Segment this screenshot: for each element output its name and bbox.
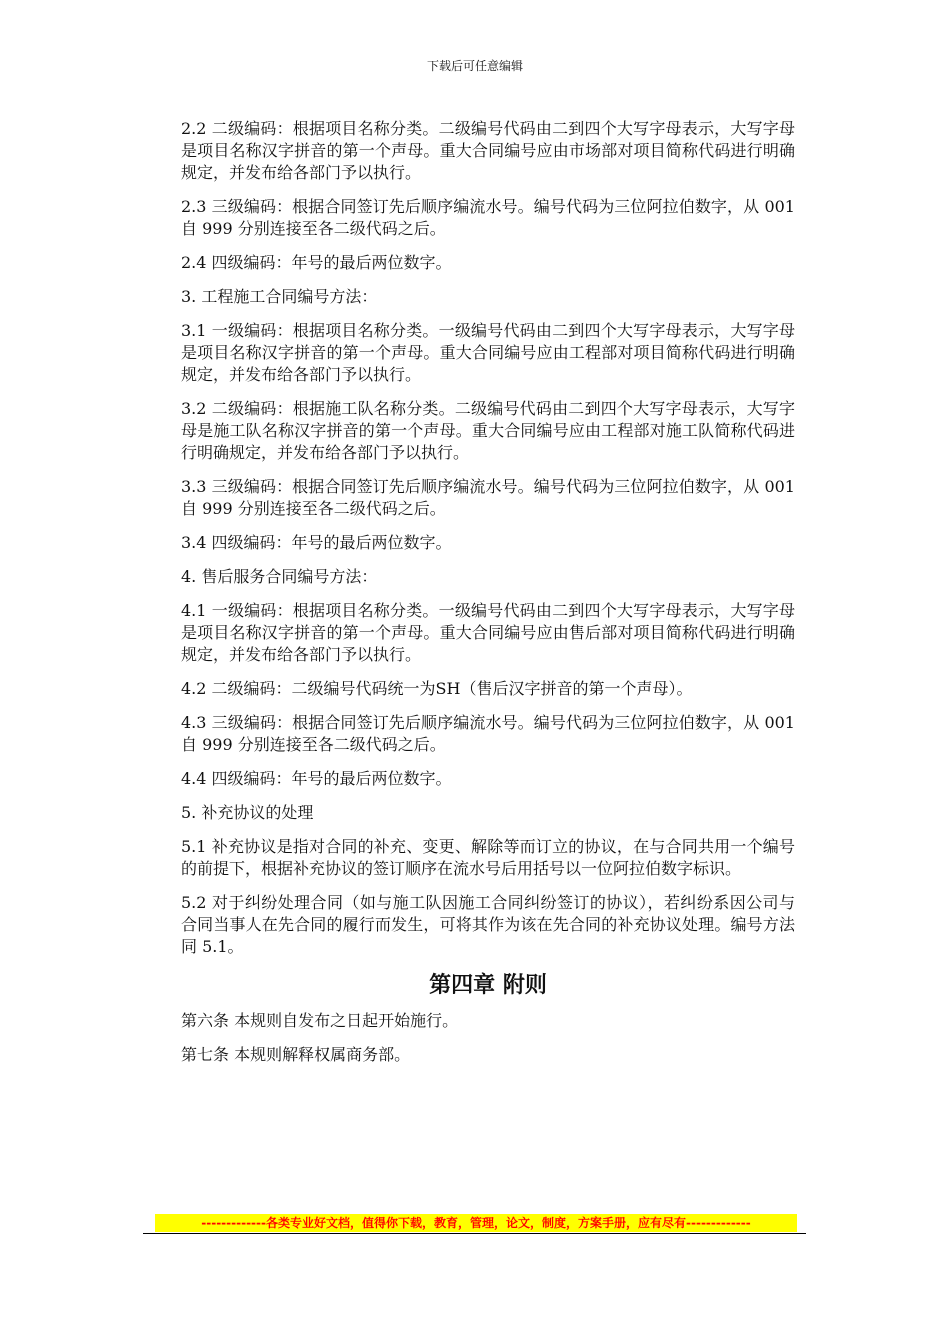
paragraph: 3.2 二级编码：根据施工队名称分类。二级编号代码由二到四个大写字母表示，大写字母是施工队名称汉字拼音的第一个声母。重大合同编号应由工程部对施工队简称代码进行明确规定，并发布给各部门予以执行。 bbox=[181, 399, 795, 462]
paragraph: 2.3 三级编码：根据合同签订先后顺序编流水号。编号代码为三位阿拉伯数字，从 001 自 999 分别连接至各二级代码之后。 bbox=[181, 197, 795, 238]
article: 第七条 本规则解释权属商务部。 bbox=[181, 1045, 411, 1064]
page-header: 下载后可任意编辑 bbox=[426, 59, 523, 73]
paragraph: 4.1 一级编码：根据项目名称分类。一级编号代码由二到四个大写字母表示，大写字母是项目名称汉字拼音的第一个声母。重大合同编号应由售后部对项目简称代码进行明确规定，并发布给各部门予以执行。 bbox=[181, 601, 795, 664]
paragraph: 3.3 三级编码：根据合同签订先后顺序编流水号。编号代码为三位阿拉伯数字，从 001 自 999 分别连接至各二级代码之后。 bbox=[181, 477, 795, 518]
document-body bbox=[181, 118, 795, 1078]
paragraph: 3.1 一级编码：根据项目名称分类。一级编号代码由二到四个大写字母表示，大写字母是项目名称汉字拼音的第一个声母。重大合同编号应由工程部对项目简称代码进行明确规定，并发布给各部门予以执行。 bbox=[181, 321, 795, 384]
footer-divider bbox=[143, 1233, 806, 1234]
paragraph: 4.4 四级编码：年号的最后两位数字。 bbox=[181, 769, 452, 788]
paragraph: 5.2 对于纠纷处理合同（如与施工队因施工合同纠纷签订的协议），若纠纷系因公司与合同当事人在先合同的履行而发生，可将其作为该在先合同的补充协议处理。编号方法同 5.1。 bbox=[181, 893, 795, 956]
paragraph: 3.4 四级编码：年号的最后两位数字。 bbox=[181, 533, 452, 552]
section-heading: 5. 补充协议的处理 bbox=[181, 803, 314, 822]
paragraph: 4.2 二级编码：二级编号代码统一为SH（售后汉字拼音的第一个声母）。 bbox=[181, 679, 693, 698]
footer-banner: -------------各类专业好文档，值得你下载，教育，管理，论文，制度，方案手册，应有尽有------------- bbox=[155, 1214, 797, 1232]
paragraph: 4.3 三级编码：根据合同签订先后顺序编流水号。编号代码为三位阿拉伯数字，从 001 自 999 分别连接至各二级代码之后。 bbox=[181, 713, 795, 754]
section-heading: 3. 工程施工合同编号方法： bbox=[181, 287, 378, 306]
chapter-title: 第四章 附则 bbox=[429, 972, 547, 998]
paragraph: 2.2 二级编码：根据项目名称分类。二级编号代码由二到四个大写字母表示，大写字母是项目名称汉字拼音的第一个声母。重大合同编号应由市场部对项目简称代码进行明确规定，并发布给各部门予以执行。 bbox=[181, 119, 795, 182]
article: 第六条 本规则自发布之日起开始施行。 bbox=[181, 1011, 459, 1030]
section-heading: 4. 售后服务合同编号方法： bbox=[181, 567, 378, 586]
paragraph: 2.4 四级编码：年号的最后两位数字。 bbox=[181, 253, 452, 272]
paragraph: 5.1 补充协议是指对合同的补充、变更、解除等而订立的协议，在与合同共用一个编号的前提下，根据补充协议的签订顺序在流水号后用括号以一位阿拉伯数字标识。 bbox=[181, 837, 795, 878]
